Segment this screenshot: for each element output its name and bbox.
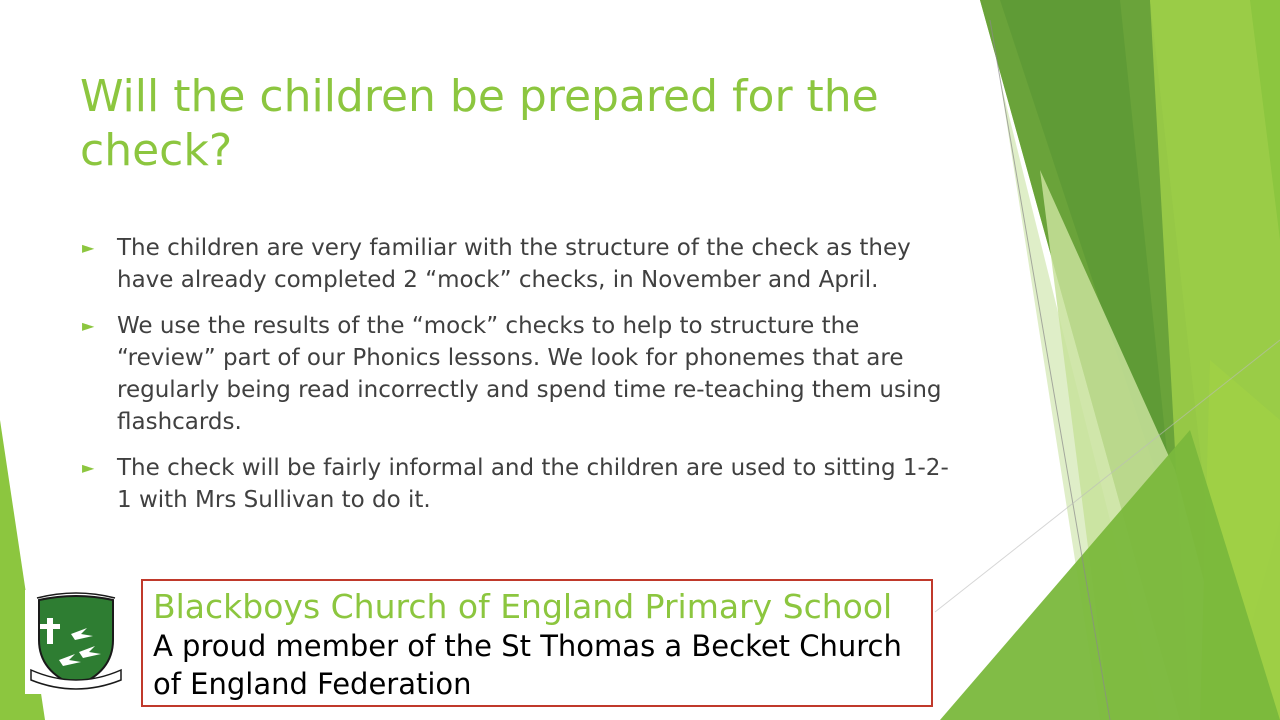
list-item <box>80 310 960 438</box>
school-info-box <box>141 579 933 707</box>
school-name: Blackboys Church of England Primary School <box>153 587 893 626</box>
bullet-text: We use the results of the “mock” checks to help to structure the “review” part of our Phonics lessons. We look for phonemes that are regularly being read incorrectly and spend time re-teaching them using flashcards. <box>117 313 942 435</box>
triangle-right-icon: ► <box>82 458 95 477</box>
list-item <box>80 232 960 296</box>
slide-title: Will the children be prepared for the check? <box>80 71 879 176</box>
list-item <box>80 452 960 516</box>
triangle-right-icon: ► <box>82 316 95 335</box>
bullet-text: The check will be fairly informal and the children are used to sitting 1-2-1 with Mrs Sullivan to do it. <box>117 455 949 513</box>
bullet-text: The children are very familiar with the structure of the check as they have already completed 2 “mock” checks, in November and April. <box>117 235 911 293</box>
triangle-right-icon: ► <box>82 238 95 257</box>
school-crest-icon <box>25 590 127 694</box>
federation-line-2: of England Federation <box>153 667 472 701</box>
federation-line-1: A proud member of the St Thomas a Becket Church <box>153 629 902 663</box>
bullet-list <box>80 232 960 530</box>
